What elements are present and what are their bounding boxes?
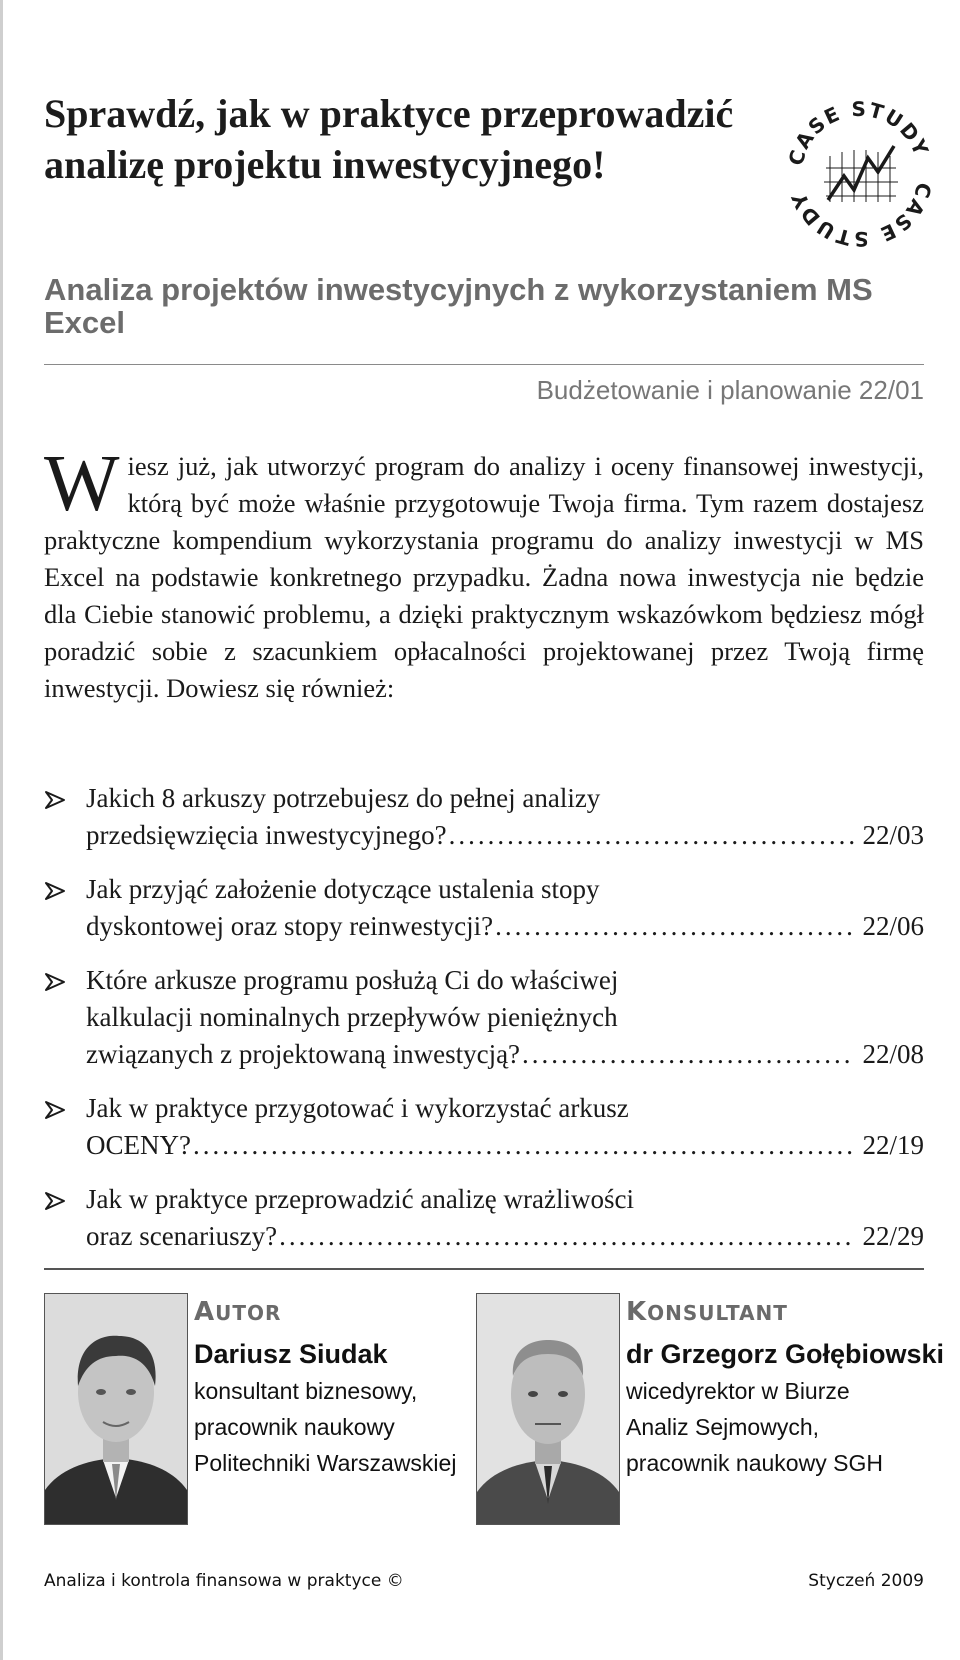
topic-entry xyxy=(86,817,924,854)
arrow-bullet-icon xyxy=(44,972,66,992)
author-name: Dariusz Siudak xyxy=(194,1339,388,1369)
topic-text: dyskontowej oraz stopy reinwestycji? xyxy=(86,911,494,941)
consultant-desc-line: Analiz Sejmowych, xyxy=(626,1414,820,1440)
topic-item xyxy=(44,1181,924,1255)
footer-date: Styczeń 2009 xyxy=(808,1571,924,1591)
role-rest: ONSULTANT xyxy=(647,1301,788,1325)
consultant-desc-line: wicedyrektor w Biurze xyxy=(626,1378,850,1404)
section-reference: Budżetowanie i planowanie 22/01 xyxy=(536,375,924,405)
author-role xyxy=(194,1297,456,1327)
page-ref: 22/08 xyxy=(862,1039,924,1069)
role-initial: A xyxy=(194,1297,216,1327)
topic-text: OCENY? xyxy=(86,1130,191,1160)
topic-item xyxy=(44,962,924,1073)
topic-text: Jak w praktyce przygotować i wykorzystać arkusz xyxy=(86,1093,629,1123)
article-subtitle: Analiza projektów inwestycyjnych z wykorzystaniem MS Excel xyxy=(44,272,873,340)
author-portrait-icon xyxy=(45,1294,187,1524)
author-desc-line: Politechniki Warszawskiej xyxy=(194,1450,457,1476)
intro-text: iesz już, jak utworzyć program do analizy i oceny finansowej inwestycji, którą być może właśnie przygotowuje Twoja firma. Tym razem dostajesz praktyczne kompendium wykorzystania programu do analizy inwestycji w MS Excel na podstawie konkretnego przypadku. Żadna nowa inwestycja nie będzie dla Ciebie stanowić problemu, a dzięki praktycznym wskazówkom będziesz mógł poradzić sobie z szacunkiem opłacalności projektowanej przez Twoją firmę inwestycji. Dowiesz się również: xyxy=(44,451,924,703)
topic-item xyxy=(44,871,924,945)
topic-entry xyxy=(86,1218,924,1255)
topic-text: przedsięwzięcia inwestycyjnego? xyxy=(86,820,447,850)
role-initial: K xyxy=(626,1297,648,1327)
consultant-block xyxy=(626,1297,944,1481)
footer-publication: Analiza i kontrola finansowa w praktyce © xyxy=(44,1571,404,1591)
consultant-desc-line: pracownik naukowy SGH xyxy=(626,1450,883,1476)
badge-text-repeat: CASE STUDY xyxy=(786,180,936,250)
badge-text: CASE STUDY xyxy=(784,98,934,168)
topic-entry xyxy=(86,1036,924,1073)
arrow-bullet-icon xyxy=(44,1100,66,1120)
author-desc-line: pracownik naukowy xyxy=(194,1414,395,1440)
author-desc-line: konsultant biznesowy, xyxy=(194,1378,418,1404)
consultant-portrait-icon xyxy=(477,1294,619,1524)
case-study-badge xyxy=(784,98,936,250)
arrow-bullet-icon xyxy=(44,881,66,901)
topic-item xyxy=(44,1090,924,1164)
leader-dots xyxy=(522,1036,854,1073)
page-edge xyxy=(0,0,3,1660)
arrow-bullet-icon xyxy=(44,790,66,810)
topic-entry xyxy=(86,908,924,945)
consultant-name: dr Grzegorz Gołębiowski xyxy=(626,1339,945,1369)
role-rest: UTOR xyxy=(215,1301,282,1325)
topic-list xyxy=(44,780,924,1272)
topic-text: Które arkusze programu posłużą Ci do właściwej xyxy=(86,965,619,995)
author-photo xyxy=(44,1293,188,1525)
headline: Sprawdź, jak w praktyce przeprowadzić analizę projektu inwestycyjnego! xyxy=(44,91,734,187)
topic-text: związanych z projektowaną inwestycją? xyxy=(86,1039,521,1069)
topic-text: Jak w praktyce przeprowadzić analizę wrażliwości xyxy=(86,1184,634,1214)
topic-item xyxy=(44,780,924,854)
divider xyxy=(44,364,924,365)
leader-dots xyxy=(449,817,855,854)
page-ref: 22/06 xyxy=(862,911,924,941)
topic-text: kalkulacji nominalnych przepływów pieniężnych xyxy=(86,1002,618,1032)
svg-text:CASE STUDY xyxy=(786,180,936,250)
drop-cap: W xyxy=(44,440,120,528)
divider xyxy=(44,1268,924,1270)
topic-entry xyxy=(86,1127,924,1164)
page-ref: 22/03 xyxy=(862,820,924,850)
leader-dots xyxy=(193,1127,855,1164)
svg-text:CASE STUDY xyxy=(784,98,934,168)
page-ref: 22/29 xyxy=(862,1221,924,1251)
case-study-chart-icon xyxy=(824,146,898,202)
leader-dots xyxy=(495,908,854,945)
topic-text: Jakich 8 arkuszy potrzebujesz do pełnej analizy xyxy=(86,783,601,813)
arrow-bullet-icon xyxy=(44,1191,66,1211)
topic-text: oraz scenariuszy? xyxy=(86,1221,278,1251)
page-ref: 22/19 xyxy=(862,1130,924,1160)
consultant-photo xyxy=(476,1293,620,1525)
intro-paragraph xyxy=(44,440,924,707)
topic-text: Jak przyjąć założenie dotyczące ustalenia stopy xyxy=(86,874,600,904)
author-block xyxy=(194,1297,456,1481)
leader-dots xyxy=(279,1218,854,1255)
consultant-role xyxy=(626,1297,944,1327)
